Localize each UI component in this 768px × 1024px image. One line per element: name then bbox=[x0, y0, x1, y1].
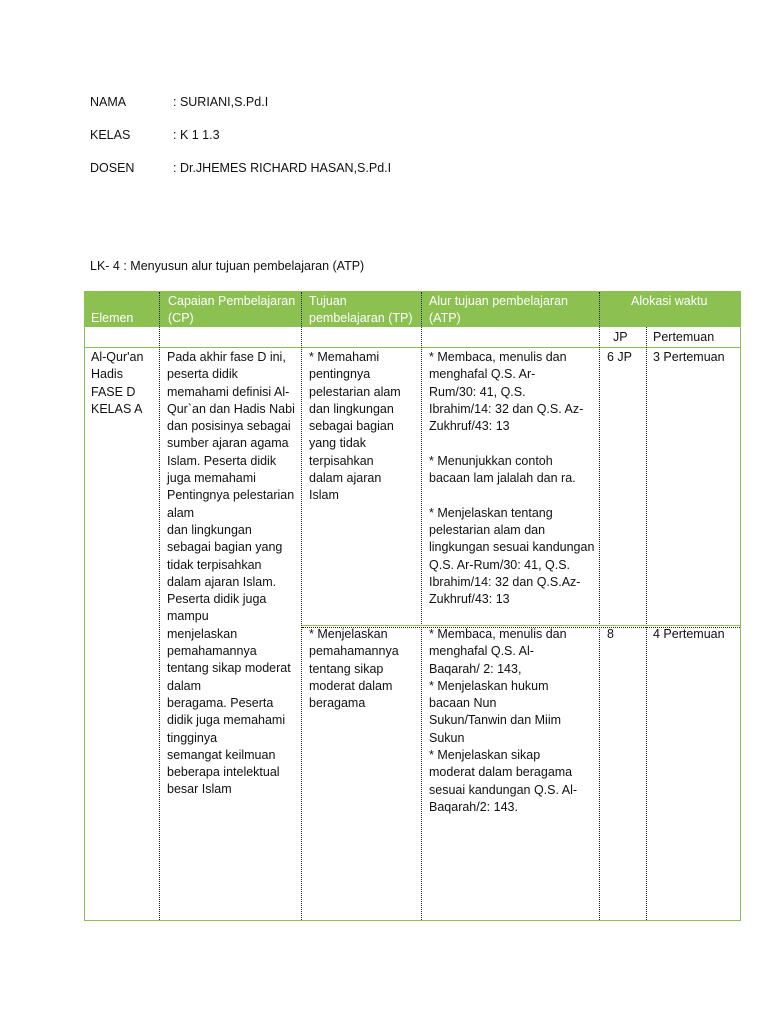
atp-line: menghafal Q.S. Ar- bbox=[429, 367, 536, 382]
column-divider bbox=[646, 327, 647, 920]
header-atp-line: Alur tujuan pembelajaran bbox=[429, 294, 568, 308]
cp-line: pemahamannya bbox=[167, 644, 257, 659]
tp-line: pentingnya bbox=[309, 367, 371, 382]
atp-line: * Membaca, menulis dan bbox=[429, 350, 567, 364]
cp-line: dan posisinya sebagai bbox=[167, 419, 291, 434]
paragraph-gap bbox=[429, 435, 594, 452]
pertemuan-cell-row2: 4 Pertemuan bbox=[653, 627, 725, 641]
header-elemen: Elemen bbox=[91, 311, 134, 325]
jp-cell-row2: 8 bbox=[607, 627, 614, 641]
alokasi-subheader-row bbox=[85, 327, 740, 348]
atp-cell-row2 bbox=[429, 626, 577, 816]
atp-line: * Menjelaskan hukum bbox=[429, 678, 549, 693]
atp-line: sesuai kandungan Q.S. Al- bbox=[429, 782, 578, 797]
paragraph-gap bbox=[429, 487, 594, 504]
header-cp-line: Capaian Pembelajaran bbox=[168, 294, 296, 308]
atp-table bbox=[84, 291, 741, 921]
jp-cell-row1: 6 JP bbox=[607, 350, 633, 364]
cp-line: tidak terpisahkan bbox=[167, 557, 262, 572]
cp-line: menjelaskan bbox=[167, 626, 238, 641]
cp-line: memahami definisi Al- bbox=[167, 384, 290, 399]
nama-label: NAMA bbox=[90, 95, 127, 109]
tp-cell-row2 bbox=[309, 626, 399, 712]
elemen-cell bbox=[91, 349, 143, 418]
header-tp-line: pembelajaran (TP) bbox=[309, 311, 413, 325]
elemen-line: FASE D bbox=[91, 384, 136, 399]
atp-line: bacaan Nun bbox=[429, 696, 497, 711]
cp-line: alam bbox=[167, 505, 195, 520]
cp-line: dalam ajaran Islam. bbox=[167, 574, 277, 589]
header-jp: JP bbox=[613, 330, 628, 344]
dosen-label: DOSEN bbox=[90, 161, 135, 175]
atp-line: Baqarah/ 2: 143, bbox=[429, 661, 522, 676]
cp-line: tingginya bbox=[167, 730, 218, 745]
cp-line: semangat keilmuan bbox=[167, 747, 276, 762]
header-cp-line: (CP) bbox=[168, 311, 194, 325]
atp-line: Sukun bbox=[429, 730, 465, 745]
elemen-line: Al-Qur'an bbox=[91, 350, 144, 364]
tp-line: terpisahkan bbox=[309, 453, 374, 468]
tp-line: sebagai bagian bbox=[309, 419, 394, 434]
cp-line: sumber ajaran agama bbox=[167, 436, 289, 451]
atp-cell-row1 bbox=[429, 349, 594, 608]
elemen-line: Hadis bbox=[91, 367, 123, 382]
cp-line: mampu bbox=[167, 609, 209, 624]
cp-line: sebagai bagian yang bbox=[167, 540, 283, 555]
tp-line: yang tidak bbox=[309, 436, 366, 451]
cp-line: Qur`an dan Hadis Nabi bbox=[167, 401, 295, 416]
cp-line: dan lingkungan bbox=[167, 522, 252, 537]
atp-line: Baqarah/2: 143. bbox=[429, 799, 518, 814]
header-pertemuan: Pertemuan bbox=[653, 330, 715, 344]
header-atp-line: (ATP) bbox=[429, 311, 461, 325]
atp-line: Zukhruf/43: 13 bbox=[429, 592, 510, 607]
tp-cell-row1 bbox=[309, 349, 401, 505]
atp-line: Zukhruf/43: 13 bbox=[429, 419, 510, 434]
worksheet-heading: LK- 4 : Menyusun alur tujuan pembelajaran (ATP) bbox=[90, 259, 365, 273]
pertemuan-cell-row1: 3 Pertemuan bbox=[653, 350, 725, 364]
atp-line: pelestarian alam dan bbox=[429, 522, 546, 537]
atp-line: moderat dalam beragama bbox=[429, 765, 573, 780]
tp-line: * Menjelaskan bbox=[309, 627, 388, 641]
atp-line: * Membaca, menulis dan bbox=[429, 627, 567, 641]
tp-line: dan lingkungan bbox=[309, 401, 394, 416]
header-alokasi: Alokasi waktu bbox=[631, 294, 708, 308]
tp-line: dalam ajaran bbox=[309, 471, 382, 486]
atp-line: Rum/30: 41, Q.S. bbox=[429, 384, 526, 399]
cp-line: beragama. Peserta bbox=[167, 695, 274, 710]
tp-line: pelestarian alam bbox=[309, 384, 401, 399]
dosen-value: : Dr.JHEMES RICHARD HASAN,S.Pd.I bbox=[173, 161, 392, 175]
tp-line: pemahamannya bbox=[309, 644, 399, 659]
atp-line: * Menunjukkan contoh bbox=[429, 453, 553, 468]
cp-line: Pada akhir fase D ini, bbox=[167, 350, 286, 364]
atp-line: Ibrahim/14: 32 dan Q.S.Az- bbox=[429, 574, 581, 589]
atp-line: Sukun/Tanwin dan Miim bbox=[429, 713, 562, 728]
cp-line: Peserta didik juga bbox=[167, 592, 267, 607]
header-tp bbox=[309, 293, 413, 327]
nama-value: : SURIANI,S.Pd.I bbox=[173, 95, 269, 109]
cp-line: dalam bbox=[167, 678, 202, 693]
cp-cell bbox=[167, 349, 295, 799]
atp-line: * Menjelaskan sikap bbox=[429, 748, 541, 763]
cp-line: besar Islam bbox=[167, 782, 232, 797]
column-divider bbox=[301, 292, 302, 920]
atp-line: * Menjelaskan tentang bbox=[429, 505, 553, 520]
cp-line: tentang sikap moderat bbox=[167, 661, 291, 676]
tp-line: * Memahami bbox=[309, 350, 380, 364]
kelas-value: : K 1 1.3 bbox=[173, 128, 220, 142]
column-divider bbox=[599, 292, 600, 920]
tp-line: tentang sikap bbox=[309, 661, 384, 676]
kelas-label: KELAS bbox=[90, 128, 131, 142]
column-divider bbox=[421, 292, 422, 920]
column-divider bbox=[159, 292, 160, 920]
header-tp-line: Tujuan bbox=[309, 294, 347, 308]
tp-line: beragama bbox=[309, 696, 366, 711]
cp-line: peserta didik bbox=[167, 367, 238, 382]
atp-line: bacaan lam jalalah dan ra. bbox=[429, 471, 576, 486]
atp-line: Ibrahim/14: 32 dan Q.S. Az- bbox=[429, 401, 584, 416]
atp-line: lingkungan sesuai kandungan bbox=[429, 540, 595, 555]
atp-line: Q.S. Ar-Rum/30: 41, Q.S. bbox=[429, 557, 571, 572]
elemen-line: KELAS A bbox=[91, 401, 143, 416]
cp-line: beberapa intelektual bbox=[167, 765, 280, 780]
cp-line: didik juga memahami bbox=[167, 713, 286, 728]
cp-line: Pentingnya pelestarian bbox=[167, 488, 295, 503]
tp-line: Islam bbox=[309, 488, 339, 503]
header-atp bbox=[429, 293, 568, 327]
cp-line: juga memahami bbox=[167, 471, 256, 486]
cp-line: Islam. Peserta didik bbox=[167, 453, 277, 468]
tp-line: moderat dalam bbox=[309, 678, 393, 693]
header-cp bbox=[168, 293, 295, 327]
atp-line: menghafal Q.S. Al- bbox=[429, 644, 534, 659]
